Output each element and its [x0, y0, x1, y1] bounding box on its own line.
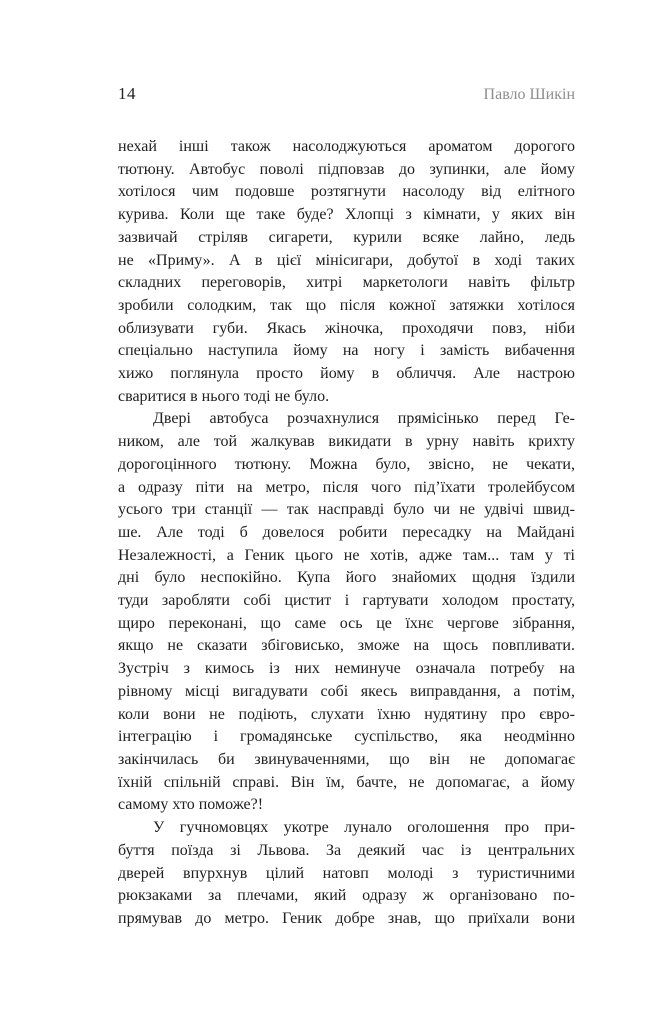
text-line: інтеграцію і громадянське суспільство, яка неодмінно: [118, 728, 575, 746]
text-line: прямував до метро. Геник добре знав, що приїхали вони: [118, 909, 575, 927]
body-text: [118, 136, 575, 931]
text-line: туди заробляти собі цистит і гартувати холодом простату,: [118, 592, 575, 610]
page-header: [118, 84, 575, 104]
text-line: хотілося чим подовше розтягнути насолоду від елітного: [118, 183, 575, 201]
text-line: ше. Але тоді б довелося робити пересадку на Майдані: [118, 523, 575, 541]
paragraph: [118, 817, 575, 931]
page-number: 14: [118, 84, 136, 103]
text-line: дні було неспокійно. Купа його знайомих щодня їздили: [118, 569, 575, 587]
text-line: ником, але той жалкував викидати в урну навіть крихту: [118, 433, 575, 451]
text-line: якщо не сказати збіговисько, зможе на щось повпливати.: [118, 637, 575, 655]
text-line: усього три станції — так насправді було чи не удвічі швид-: [118, 501, 575, 519]
text-line: курива. Коли ще таке буде? Хлопці з кімнати, у яких він: [118, 206, 575, 224]
text-line: складних переговорів, хитрі маркетологи навіть фільтр: [118, 274, 575, 292]
paragraph: [118, 408, 575, 817]
text-line: дорогоцінного тютюну. Можна було, звісно, не чекати,: [118, 455, 575, 473]
text-line: У гучномовцях укотре лунало оголошення про при-: [153, 819, 575, 837]
text-line: рюкзаками за плечами, який одразу ж організовано по-: [118, 887, 575, 905]
text-line: дверей впурхнув цілий натовп молоді з туристичними: [118, 864, 575, 882]
paragraph: [118, 136, 575, 408]
text-line: буття поїзда зі Львова. За деякий час із центральних: [118, 841, 575, 859]
text-line: тютюну. Автобус поволі підповзав до зупинки, але йому: [118, 160, 575, 178]
running-head-author: Павло Шикін: [483, 86, 575, 103]
text-line: не «Приму». А в цієї мінісигари, добутої в ході таких: [118, 251, 575, 269]
text-line: рівному місці вигадувати собі якесь виправдання, а потім,: [118, 682, 575, 700]
text-line: щиро переконані, що саме ось це їхнє чергове зібрання,: [118, 614, 575, 632]
text-line: їхній спільній справі. Він їм, бачте, не допомагає, а йому: [118, 773, 575, 791]
text-line: облизувати губи. Якась жіночка, проходячи повз, ніби: [118, 319, 575, 337]
text-line: самому хто поможе?!: [118, 796, 264, 814]
text-line: Двері автобуса розчахнулися прямісінько перед Ге-: [153, 410, 575, 428]
text-line: закінчилась би звинуваченнями, що він не допомагає: [118, 750, 575, 768]
text-line: спеціально наступила йому на ногу і замість вибачення: [118, 342, 575, 360]
text-line: Зустріч з кимось із них неминуче означала потребу на: [118, 660, 575, 678]
text-line: нехай інші також насолоджуються ароматом дорогого: [118, 138, 575, 155]
text-line: хижо поглянула просто йому в обличчя. Але настрою: [118, 365, 575, 383]
text-line: а одразу піти на метро, після чого під’їхати тролейбусом: [118, 478, 575, 496]
text-line: Незалежності, а Геник цього не хотів, адже там... там у ті: [118, 546, 575, 564]
text-line: зробили солодким, так що після кожної затяжки хотілося: [118, 296, 575, 314]
text-line: коли вони не подіють, слухати їхню нудятину про євро-: [118, 705, 575, 723]
text-line: зазвичай стріляв сигарети, курили всяке лайно, ледь: [118, 228, 575, 246]
text-line: сваритися в нього тоді не було.: [118, 387, 330, 405]
